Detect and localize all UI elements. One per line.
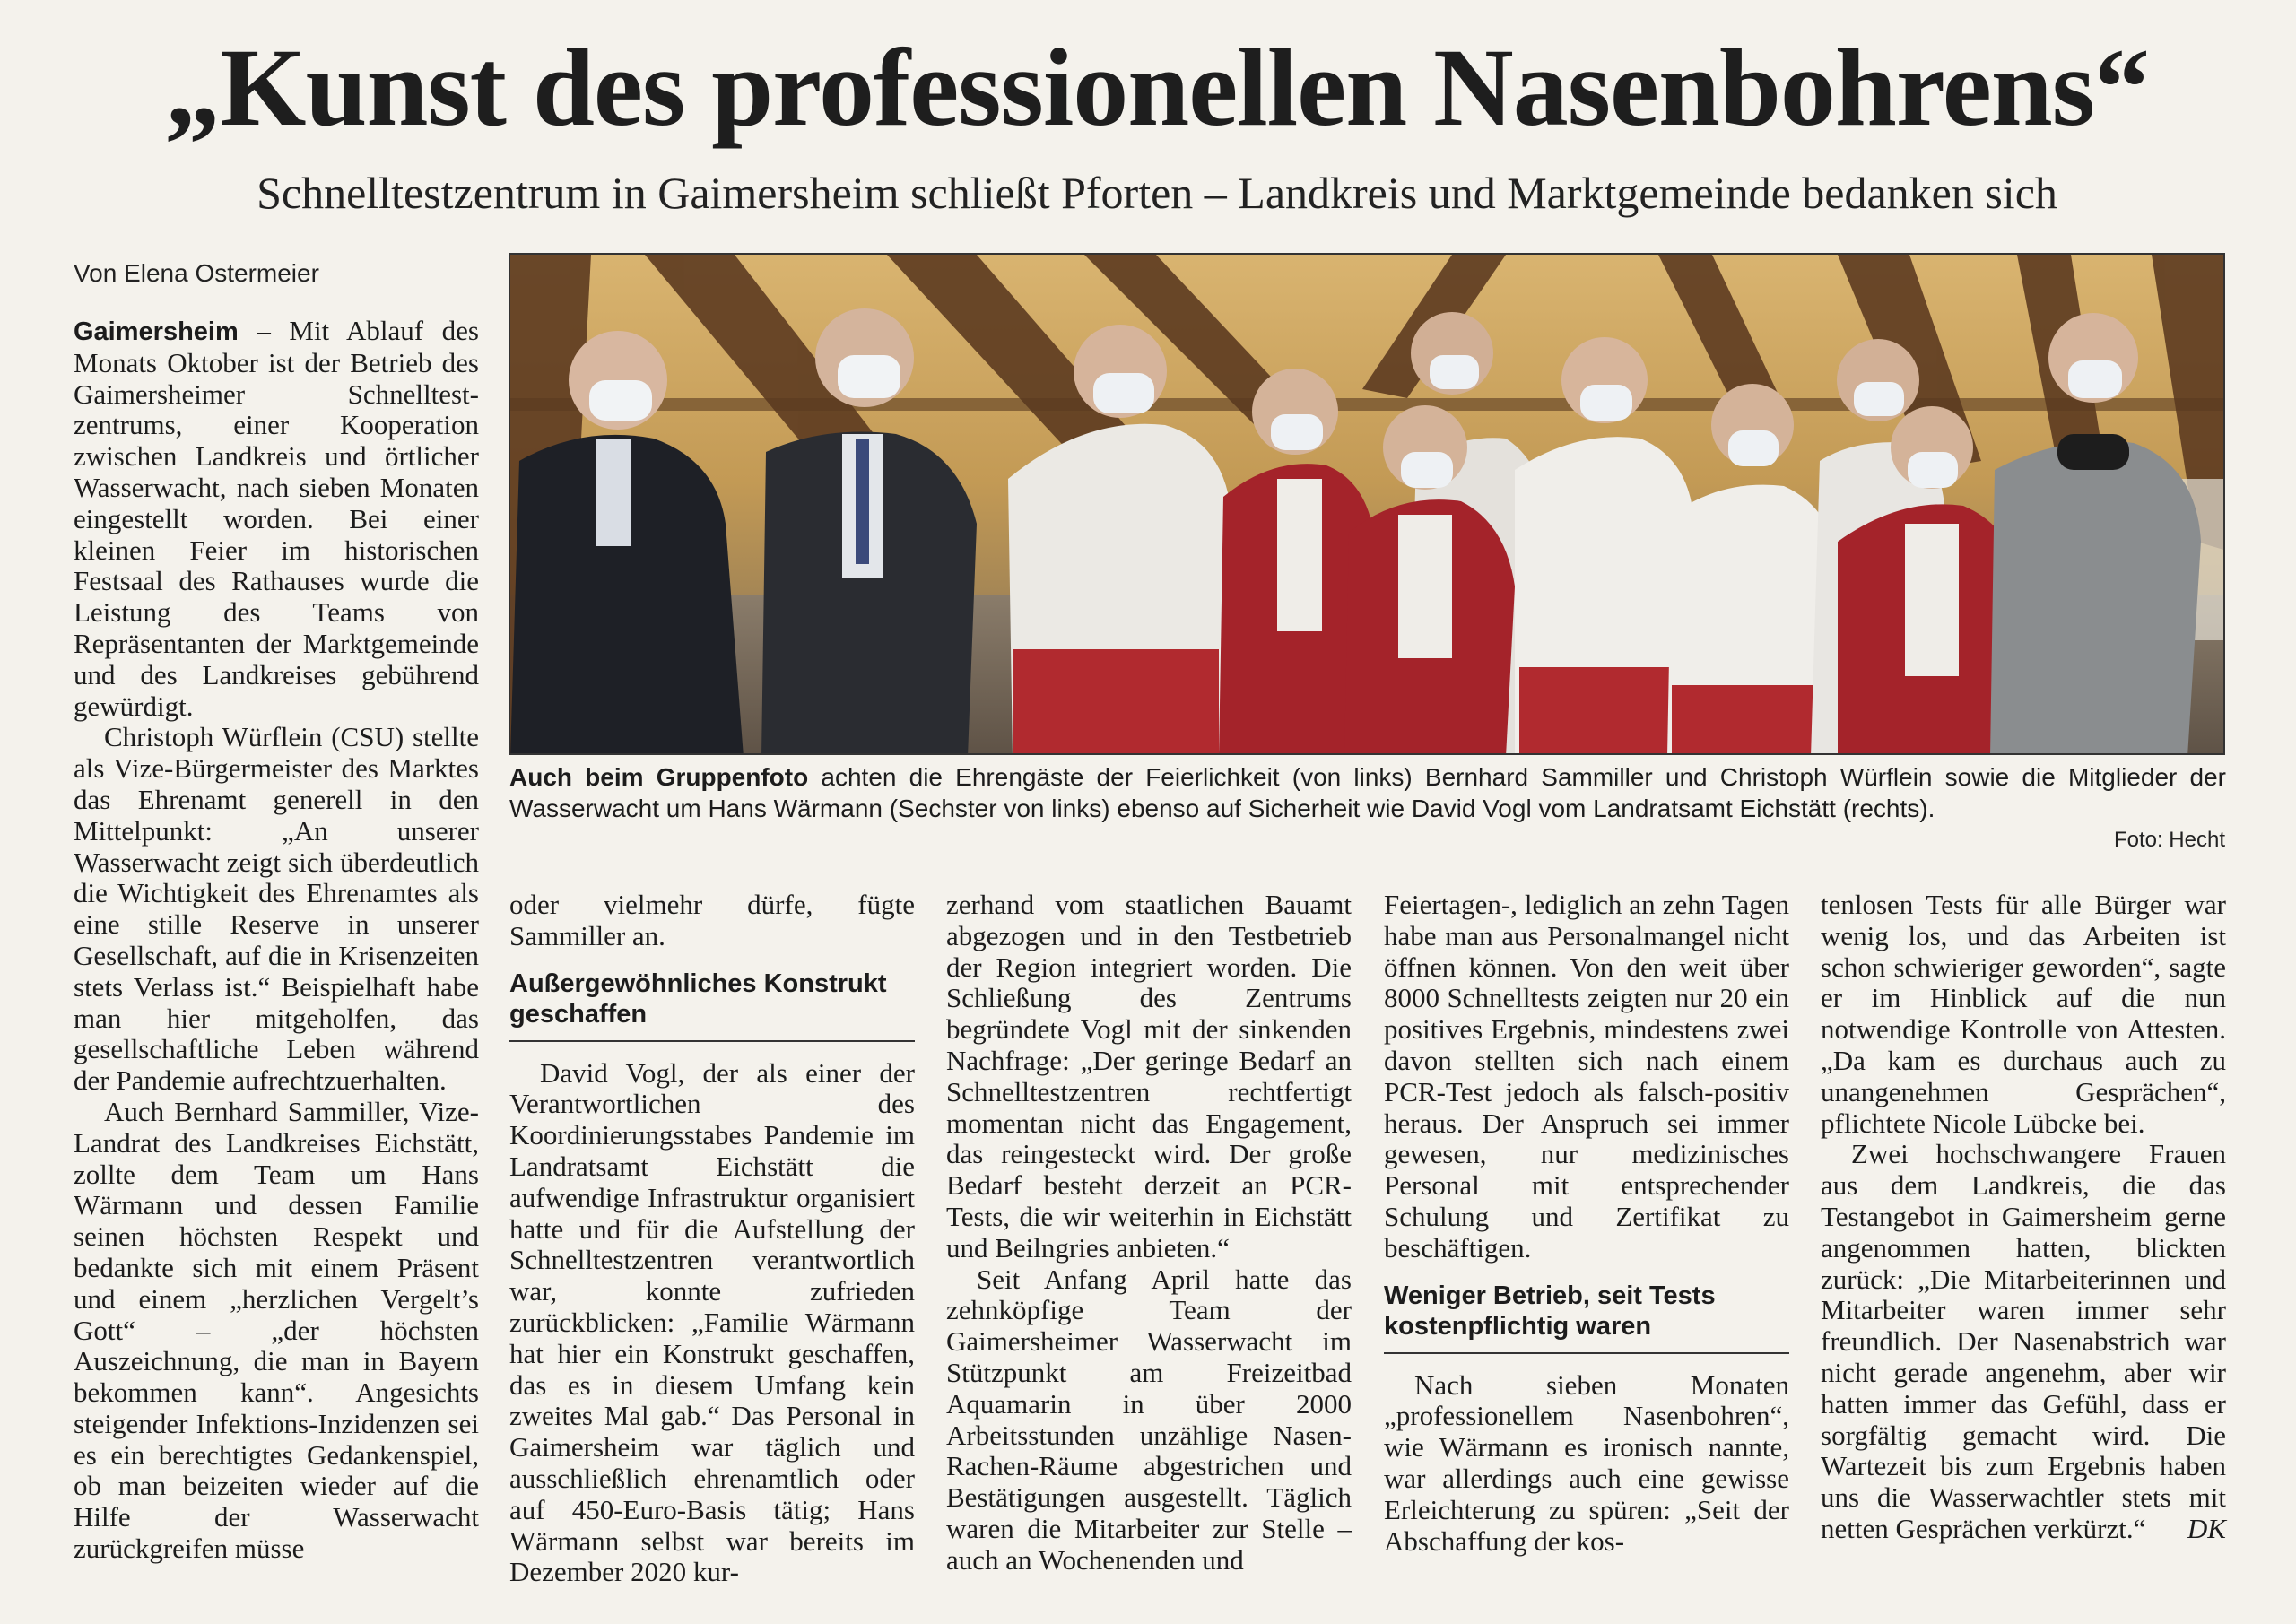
paragraph: Auch Bernhard Sammiller, Vize-Landrat des Landkreises Eichstätt, zollte dem Team um Hans Wärmann und dessen Familie seinen höchsten Respekt und bedankte sich mit einem Präsent und einem „herzlichen Vergelt’s Gott“ – „der höchsten Auszeichnung, die man in Bayern bekommen kann“. Angesichts steigender Infektions-Inzidenzen sei es ein berechtigtes Gedankenspiel, ob man beizeiten wieder auf die Hilfe der Wasserwacht zurückgreifen müsse [74,1095,479,1565]
lead-paragraph: Gaimersheim – Mit Ablauf des Monats Oktober ist der Betrieb des Gaimersheimer Schnelltestzentrums, einer Kooperation zwischen Landkreis und örtlicher Wasserwacht, nach sieben Monaten eingestellt worden. Bei einer kleinen Feier im historischen Festsaal des Rathauses wurde die Leistung des Teams von Repräsentanten der Marktgemeinde und des Landkreises gebührend gewürdigt. [74,315,479,722]
paragraph: David Vogl, der als einer der Verantwortlichen des Koordinierungsstabes Pandemie im Landratsamt Eichstätt die aufwendige Infrastruktur organisiert hatte und für die Aufstellung der Schnelltestzentren verantwortlich war, konnte zufrieden zurückblicken: „Familie Wärmann hat hier ein Konstrukt geschaffen, das es in diesem Umfang kein zweites Mal gab.“ Das Personal in Gaimersheim war täglich und ausschließlich ehrenamtlich oder auf 450-Euro-Basis tätig; Hans Wärmann selbst war bereits im Dezember 2020 kur- [509,1056,915,1588]
dateline: Gaimersheim [74,317,239,346]
section-heading: Außergewöhnliches Konstrukt geschaffen [509,952,915,1042]
paragraph: Zwei hochschwangere Frauen aus dem Landkreis, die das Testangebot in Gaimersheim gerne angenommen hatten, blickten zurück: „Die Mitarbeiterinnen und Mitarbeiter waren immer sehr freundlich. Der Nasenabstrich war nicht gerade angenehm, aber wir hatten immer das Gefühl, dass er sorgfältig gemacht wird. Die Wartezeit bis zum Ergebnis haben uns die Wasserwachtler stets mit netten Gesprächen verkürzt.“ DK [1821,1138,2226,1544]
paragraph: zerhand vom staatlichen Bauamt abgezogen und in den Testbetrieb der Region integriert worden. Die Schließung des Zentrums begründete Vogl mit der sinkenden Nachfrage: „Der geringe Bedarf an Schnelltestzentren rechtfertigt momentan nicht das Engagement, das reingesteckt wird. Der große Bedarf besteht derzeit an PCR-Tests, die wir weiterhin in Eichstätt und Beilngries anbieten.“ [946,889,1352,1264]
paragraph: Seit Anfang April hatte das zehnköpfige Team der Gaimersheimer Wasserwacht im Stützpunkt am Freizeitbad Aquamarin in über 2000 Arbeitsstunden unzählige Nasen-Rachen-Räume abgestrichen und Bestätigungen ausgestellt. Täglich waren die Mitarbeiter zur Stelle – auch an Wochenenden und [946,1263,1352,1576]
author-signature: DK [2187,1512,2226,1544]
headline: „Kunst des professionellen Nasenbohrens“ [165,26,2149,149]
group-photo-image [510,255,2225,755]
article-column-2 [509,890,915,1588]
section-heading: Weniger Betrieb, seit Tests kostenpflichtig waren [1384,1264,1789,1354]
paragraph: Christoph Würflein (CSU) stellte als Vize-Bürgermeister des Marktes das Ehrenamt generell in den Mittelpunkt: „An unserer Wasserwacht zeigt sich überdeutlich die Wichtigkeit des Ehrenamtes als eine stille Reserve in unserer Gesellschaft, auf die in Krisenzeiten stets Verlass ist.“ Beispielhaft habe man hier mitgeholfen, das gesellschaftliche Leben während der Pandemie aufrechtzuerhalten. [74,721,479,1097]
paragraph: oder vielmehr dürfe, fügte Sammiller an. [509,889,915,951]
subheadline: Schnelltestzentrum in Gaimersheim schließt Pforten – Landkreis und Marktgemeinde bedanken sich [257,168,2057,218]
caption-lead: Auch beim Gruppenfoto [509,763,809,791]
photo-caption: Auch beim Gruppenfoto achten die Ehrengäste der Feierlichkeit (von links) Bernhard Sammiller und Christoph Würflein sowie die Mitglieder der Wasserwacht um Hans Wärmann (Sechster von links) ebenso auf Sicherheit wie David Vogl vom Landratsamt Eichstätt (rechts). [509,763,2226,822]
article-column-3 [946,890,1352,1576]
paragraph: tenlosen Tests für alle Bürger war wenig los, und das Arbeiten ist schon schwieriger geworden“, sagte er im Hinblick auf die nun notwendige Kontrolle von Attesten. „Da kam es durchaus auch zu unangenehmen Gesprächen“, pflichtete Nicole Lübcke bei. [1821,889,2226,1139]
paragraph: Feiertagen-, lediglich an zehn Tagen habe man aus Personalmangel nicht öffnen können. Von den weit über 8000 Schnelltests zeigten nur 20 ein positives Ergebnis, mindestens zwei davon stellten sich nach einem PCR-Test jedoch als falsch-positiv heraus. Der Anspruch sei immer gewesen, nur medizinisches Personal mit entsprechender Schulung und Zertifikat zu beschäftigen. [1384,889,1789,1264]
article-column-5 [1821,890,2226,1545]
byline: Von Elena Ostermeier [74,259,319,287]
article-column-1 [74,316,479,1565]
paragraph: Nach sieben Monaten „professionellem Nasenbohren“, wie Wärmann es ironisch nannte, war allerdings auch eine gewisse Erleichterung zu spüren: „Seit der Abschaffung der kos- [1384,1368,1789,1557]
group-photo [509,253,2225,755]
photo-credit: Foto: Hecht [2113,828,2225,852]
article-column-4 [1384,890,1789,1557]
